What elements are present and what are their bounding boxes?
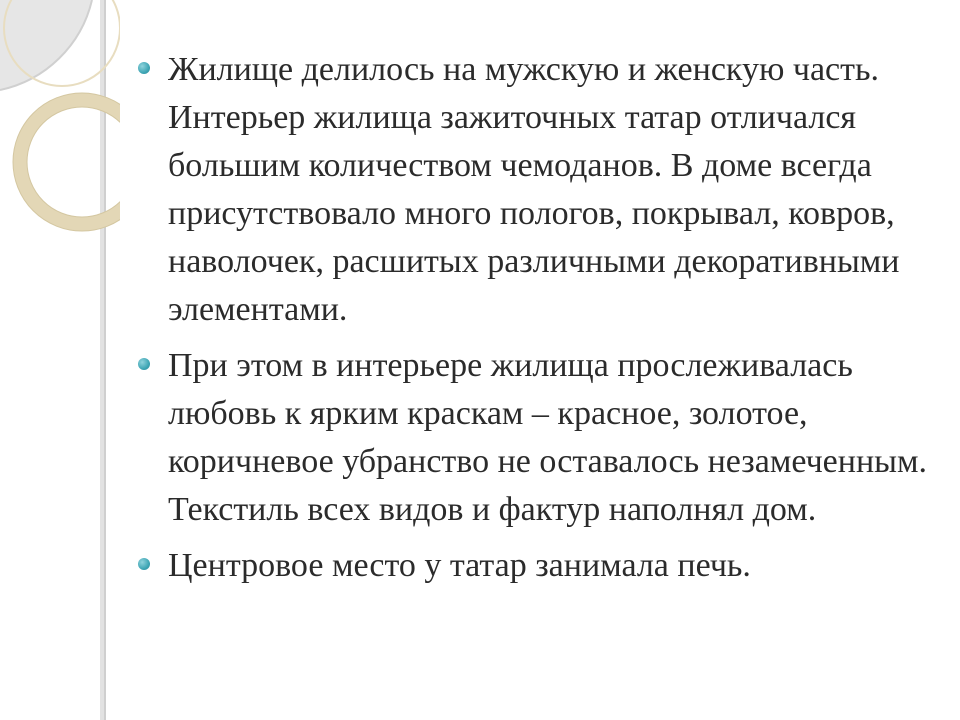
- bullet-text: Центровое место у татар занимала печь.: [168, 547, 751, 584]
- bullet-dot-icon: [138, 62, 150, 74]
- bullet-text: При этом в интерьере жилища прослеживалась любовь к ярким краскам – красное, золотое, коричневое убранство не оставалось незамеченным. Текстиль всех видов и фактур наполнял дом.: [168, 347, 928, 528]
- bullet-item: [134, 342, 944, 534]
- decorative-rings-icon: [0, 0, 120, 720]
- bullet-item: [134, 542, 944, 590]
- bullet-item: [134, 46, 944, 334]
- slide-content: [134, 46, 944, 598]
- bullet-dot-icon: [138, 558, 150, 570]
- bullet-dot-icon: [138, 358, 150, 370]
- bullet-text: Жилище делилось на мужскую и женскую часть. Интерьер жилища зажиточных татар отличался большим количеством чемоданов. В доме всегда присутствовало много пологов, покрывал, ковров, наволочек, расшитых различными декоративными элементами.: [168, 51, 900, 328]
- bullet-list: [134, 46, 944, 590]
